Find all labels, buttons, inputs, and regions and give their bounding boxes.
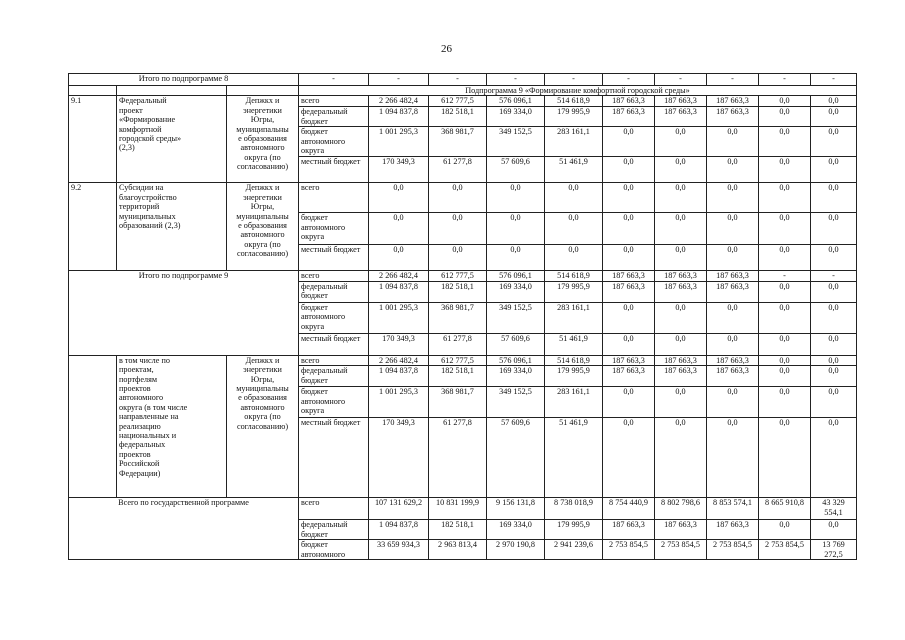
cell-line: Югры,	[250, 115, 275, 125]
value-cell: -	[655, 74, 707, 86]
cell-line: энергетики	[243, 105, 282, 115]
value-cell: 2 753 854,5	[707, 540, 759, 560]
value-cell: 187 663,3	[707, 281, 759, 302]
source-cell: местный бюджет	[299, 157, 369, 183]
value-cell: 33 659 934,3	[369, 540, 429, 560]
table-row	[69, 86, 857, 96]
value-cell: 1 001 295,3	[369, 302, 429, 333]
value-cell: 368 981,7	[429, 387, 487, 418]
value-cell: 169 334,0	[487, 520, 545, 540]
item-number: 9.2	[69, 183, 117, 271]
value-cell: 0,0	[603, 127, 655, 157]
value-cell: 169 334,0	[487, 281, 545, 302]
value-cell: 0,0	[429, 183, 487, 213]
value-cell: 2 963 813,4	[429, 540, 487, 560]
item-name	[117, 183, 227, 271]
value-cell: 612 777,5	[429, 355, 487, 365]
cell-line: реализацию	[119, 421, 161, 431]
subprogram-title: Подпрограмма 9 «Формирование комфортной городской среды»	[299, 86, 857, 96]
table-row	[69, 183, 857, 213]
source-cell: федеральный бюджет	[299, 366, 369, 387]
value-cell: 0,0	[369, 245, 429, 271]
value-cell: 187 663,3	[655, 520, 707, 540]
value-cell: 0,0	[759, 333, 811, 355]
cell-line: муниципальны	[236, 384, 289, 394]
value-cell: 61 277,8	[429, 333, 487, 355]
cell-line: энергетики	[243, 365, 282, 375]
value-cell: 0,0	[655, 213, 707, 245]
value-cell: 8 853 574,1	[707, 498, 759, 520]
blank-cell	[227, 86, 299, 96]
value-cell: -	[429, 74, 487, 86]
value-cell: -	[369, 74, 429, 86]
value-cell: 349 152,5	[487, 387, 545, 418]
value-cell: 187 663,3	[707, 366, 759, 387]
value-cell: 0,0	[759, 418, 811, 498]
value-cell: 43 329 554,1	[811, 498, 857, 520]
value-cell: 182 518,1	[429, 520, 487, 540]
cell-line: Субсидии на	[119, 183, 164, 193]
value-cell: -	[759, 74, 811, 86]
cell-line: муниципальны	[236, 211, 289, 221]
value-cell: 8 665 910,8	[759, 498, 811, 520]
value-cell: 0,0	[655, 387, 707, 418]
value-cell: 8 802 798,6	[655, 498, 707, 520]
cell-line: муниципальных	[119, 211, 176, 221]
value-cell: 187 663,3	[603, 520, 655, 540]
value-cell: 187 663,3	[707, 107, 759, 127]
value-cell: 576 096,1	[487, 355, 545, 365]
value-cell: 1 094 837,8	[369, 366, 429, 387]
source-cell: всего	[299, 183, 369, 213]
cell-line: энергетики	[243, 192, 282, 202]
cell-line: округа (в том числе	[119, 402, 188, 412]
value-cell: 349 152,5	[487, 302, 545, 333]
cell-line: образований (2,3)	[119, 221, 181, 231]
value-cell: 57 609,6	[487, 418, 545, 498]
value-cell: 169 334,0	[487, 107, 545, 127]
cell-line: Депжкх и	[245, 96, 280, 106]
value-cell: 576 096,1	[487, 96, 545, 107]
value-cell: 61 277,8	[429, 418, 487, 498]
cell-line: (2,3)	[119, 143, 135, 153]
source-cell: всего	[299, 355, 369, 365]
cell-line: комфортной	[119, 124, 162, 134]
cell-line: Федеральный	[119, 96, 167, 106]
value-cell: 1 094 837,8	[369, 107, 429, 127]
source-cell: бюджет автономного округа	[299, 302, 369, 333]
value-cell: 0,0	[811, 127, 857, 157]
value-cell: 0,0	[811, 96, 857, 107]
value-cell: 514 618,9	[545, 271, 603, 281]
cell-line: автономного	[240, 402, 285, 412]
cell-line: Депжкх и	[245, 355, 280, 365]
value-cell: 0,0	[811, 333, 857, 355]
value-cell: 0,0	[707, 157, 759, 183]
value-cell: 0,0	[759, 302, 811, 333]
value-cell: 0,0	[759, 183, 811, 213]
value-cell: 0,0	[811, 213, 857, 245]
cell-line: Югры,	[250, 202, 275, 212]
value-cell: 0,0	[369, 213, 429, 245]
value-cell: 0,0	[655, 245, 707, 271]
value-cell: 0,0	[603, 302, 655, 333]
source-cell: федеральный бюджет	[299, 107, 369, 127]
value-cell: 0,0	[655, 183, 707, 213]
value-cell: 612 777,5	[429, 96, 487, 107]
cell-line: портфелям	[119, 374, 158, 384]
value-cell: 187 663,3	[603, 281, 655, 302]
value-cell: 0,0	[655, 333, 707, 355]
value-cell: 0,0	[811, 245, 857, 271]
item-number: 9.1	[69, 96, 117, 183]
value-cell: 179 995,9	[545, 107, 603, 127]
cell-line: округа (по	[244, 152, 281, 162]
value-cell: 2 266 482,4	[369, 355, 429, 365]
value-cell: 0,0	[707, 213, 759, 245]
value-cell: 0,0	[545, 183, 603, 213]
row-label: Итого по подпрограмме 8	[69, 74, 299, 86]
value-cell: 368 981,7	[429, 302, 487, 333]
value-cell: 1 001 295,3	[369, 387, 429, 418]
value-cell: 187 663,3	[655, 107, 707, 127]
source-cell: всего	[299, 271, 369, 281]
cell-line: Югры,	[250, 374, 275, 384]
table-row	[69, 355, 857, 365]
value-cell: 187 663,3	[603, 366, 655, 387]
source-cell: местный бюджет	[299, 418, 369, 498]
value-cell: 0,0	[811, 520, 857, 540]
value-cell: 1 094 837,8	[369, 281, 429, 302]
table-row	[69, 74, 857, 86]
cell-line: согласованию)	[236, 162, 289, 172]
source-cell: всего	[299, 96, 369, 107]
source-cell: бюджет автономного округа	[299, 387, 369, 418]
value-cell: 187 663,3	[707, 271, 759, 281]
cell-line: территорий	[119, 202, 160, 212]
value-cell: 0,0	[811, 107, 857, 127]
cell-line: согласованию)	[236, 421, 289, 431]
value-cell: -	[487, 74, 545, 86]
value-cell: 179 995,9	[545, 520, 603, 540]
cell-line: муниципальны	[236, 124, 289, 134]
value-cell: 0,0	[429, 245, 487, 271]
value-cell: 2 266 482,4	[369, 271, 429, 281]
source-cell: федеральный бюджет	[299, 520, 369, 540]
value-cell: 0,0	[759, 520, 811, 540]
value-cell: 0,0	[707, 387, 759, 418]
value-cell: 283 161,1	[545, 302, 603, 333]
value-cell: 8 738 018,9	[545, 498, 603, 520]
value-cell: 0,0	[369, 183, 429, 213]
value-cell: -	[811, 271, 857, 281]
value-cell: 0,0	[707, 245, 759, 271]
source-cell: федеральный бюджет	[299, 281, 369, 302]
cell-line: Федерации)	[119, 468, 161, 478]
value-cell: 0,0	[655, 127, 707, 157]
value-cell: 0,0	[707, 302, 759, 333]
value-cell: 51 461,9	[545, 333, 603, 355]
cell-line: городской среды»	[119, 134, 182, 144]
cell-line: автономного	[240, 143, 285, 153]
value-cell: 514 618,9	[545, 96, 603, 107]
value-cell: 187 663,3	[603, 271, 655, 281]
value-cell: 1 001 295,3	[369, 127, 429, 157]
value-cell: 187 663,3	[655, 355, 707, 365]
blank-cell	[117, 86, 227, 96]
value-cell: 0,0	[811, 302, 857, 333]
value-cell: 187 663,3	[707, 96, 759, 107]
value-cell: 61 277,8	[429, 157, 487, 183]
cell-line: округа (по	[244, 412, 281, 422]
budget-table	[68, 73, 857, 560]
value-cell: 0,0	[759, 387, 811, 418]
value-cell: 0,0	[487, 213, 545, 245]
value-cell: 187 663,3	[707, 355, 759, 365]
value-cell: 0,0	[655, 157, 707, 183]
cell-line: е образования	[238, 393, 287, 403]
value-cell: -	[603, 74, 655, 86]
value-cell: 0,0	[545, 213, 603, 245]
cell-line: направленные на	[119, 412, 179, 422]
value-cell: 0,0	[811, 183, 857, 213]
value-cell: 0,0	[811, 418, 857, 498]
value-cell: 0,0	[811, 281, 857, 302]
item-name	[117, 355, 227, 497]
cell-line: е образования	[238, 134, 287, 144]
value-cell: 0,0	[707, 333, 759, 355]
value-cell: 0,0	[811, 355, 857, 365]
value-cell: 2 941 239,6	[545, 540, 603, 560]
source-cell: бюджет автономного округа	[299, 127, 369, 157]
value-cell: 179 995,9	[545, 281, 603, 302]
value-cell: 2 753 854,5	[759, 540, 811, 560]
value-cell: 182 518,1	[429, 281, 487, 302]
value-cell: 10 831 199,9	[429, 498, 487, 520]
value-cell: 0,0	[811, 387, 857, 418]
blank-cell	[69, 355, 117, 497]
value-cell: 0,0	[603, 333, 655, 355]
table-row	[69, 96, 857, 107]
value-cell: 187 663,3	[603, 96, 655, 107]
value-cell: 8 754 440,9	[603, 498, 655, 520]
value-cell: 0,0	[759, 157, 811, 183]
cell-line: е образования	[238, 221, 287, 231]
value-cell: 187 663,3	[655, 281, 707, 302]
cell-line: проектов	[119, 384, 151, 394]
value-cell: 0,0	[487, 245, 545, 271]
item-name	[117, 96, 227, 183]
value-cell: 2 753 854,5	[655, 540, 707, 560]
value-cell: 187 663,3	[603, 355, 655, 365]
total-label: Всего по государственной программе	[69, 498, 299, 560]
value-cell: 0,0	[759, 355, 811, 365]
table-row	[69, 271, 857, 281]
value-cell: 0,0	[655, 302, 707, 333]
value-cell: 0,0	[707, 183, 759, 213]
cell-line: благоустройство	[119, 192, 177, 202]
source-cell: местный бюджет	[299, 245, 369, 271]
value-cell: 187 663,3	[655, 271, 707, 281]
cell-line: согласованию)	[236, 249, 289, 259]
cell-line: Российской	[119, 459, 160, 469]
value-cell: 576 096,1	[487, 271, 545, 281]
value-cell: -	[299, 74, 369, 86]
source-cell: бюджет автономного	[299, 540, 369, 560]
value-cell: 0,0	[603, 213, 655, 245]
value-cell: 182 518,1	[429, 107, 487, 127]
blank-cell	[69, 86, 117, 96]
value-cell: 0,0	[545, 245, 603, 271]
cell-line: округа (по	[244, 239, 281, 249]
value-cell: 0,0	[603, 183, 655, 213]
value-cell: 0,0	[487, 183, 545, 213]
value-cell: 169 334,0	[487, 366, 545, 387]
cell-line: федеральных	[119, 440, 166, 450]
source-cell: местный бюджет	[299, 333, 369, 355]
value-cell: -	[707, 74, 759, 86]
value-cell: 1 094 837,8	[369, 520, 429, 540]
value-cell: 170 349,3	[369, 157, 429, 183]
value-cell: 0,0	[759, 281, 811, 302]
cell-line: проект	[119, 105, 143, 115]
value-cell: 57 609,6	[487, 333, 545, 355]
value-cell: 0,0	[759, 366, 811, 387]
source-cell: бюджет автономного округа	[299, 213, 369, 245]
source-cell: всего	[299, 498, 369, 520]
value-cell: 2 266 482,4	[369, 96, 429, 107]
value-cell: 0,0	[811, 157, 857, 183]
cell-line: национальных и	[119, 431, 177, 441]
value-cell: 0,0	[759, 213, 811, 245]
cell-line: автономного	[119, 393, 164, 403]
cell-line: проектов	[119, 449, 151, 459]
value-cell: 0,0	[603, 418, 655, 498]
value-cell: 187 663,3	[655, 96, 707, 107]
page-number: 26	[441, 43, 452, 55]
table-row	[69, 498, 857, 520]
value-cell: 51 461,9	[545, 418, 603, 498]
value-cell: 107 131 629,2	[369, 498, 429, 520]
value-cell: 0,0	[759, 107, 811, 127]
value-cell: 0,0	[759, 127, 811, 157]
cell-line: Депжкх и	[245, 183, 280, 193]
value-cell: 0,0	[707, 418, 759, 498]
value-cell: 187 663,3	[603, 107, 655, 127]
value-cell: 2 970 190,8	[487, 540, 545, 560]
cell-line: проектам,	[119, 365, 154, 375]
value-cell: 2 753 854,5	[603, 540, 655, 560]
value-cell: 170 349,3	[369, 333, 429, 355]
value-cell: 514 618,9	[545, 355, 603, 365]
cell-line: автономного	[240, 230, 285, 240]
total-label: Итого по подпрограмме 9	[69, 271, 299, 355]
value-cell: 187 663,3	[707, 520, 759, 540]
value-cell: 283 161,1	[545, 127, 603, 157]
value-cell: 283 161,1	[545, 387, 603, 418]
value-cell: 170 349,3	[369, 418, 429, 498]
item-executor	[227, 183, 299, 271]
value-cell: 349 152,5	[487, 127, 545, 157]
cell-line: в том числе по	[119, 355, 170, 365]
value-cell: 0,0	[759, 245, 811, 271]
value-cell: 179 995,9	[545, 366, 603, 387]
value-cell: 187 663,3	[655, 366, 707, 387]
cell-line: «Формирование	[119, 115, 176, 125]
value-cell: 0,0	[811, 366, 857, 387]
value-cell: -	[759, 271, 811, 281]
value-cell: 57 609,6	[487, 157, 545, 183]
value-cell: 0,0	[603, 387, 655, 418]
value-cell: -	[545, 74, 603, 86]
value-cell: 0,0	[707, 127, 759, 157]
item-executor	[227, 355, 299, 497]
item-executor	[227, 96, 299, 183]
value-cell: 0,0	[429, 213, 487, 245]
value-cell: 368 981,7	[429, 127, 487, 157]
value-cell: 13 769 272,5	[811, 540, 857, 560]
value-cell: 0,0	[603, 245, 655, 271]
value-cell: 0,0	[655, 418, 707, 498]
value-cell: 612 777,5	[429, 271, 487, 281]
value-cell: 0,0	[603, 157, 655, 183]
value-cell: 51 461,9	[545, 157, 603, 183]
value-cell: 9 156 131,8	[487, 498, 545, 520]
value-cell: 182 518,1	[429, 366, 487, 387]
value-cell: -	[811, 74, 857, 86]
value-cell: 0,0	[759, 96, 811, 107]
